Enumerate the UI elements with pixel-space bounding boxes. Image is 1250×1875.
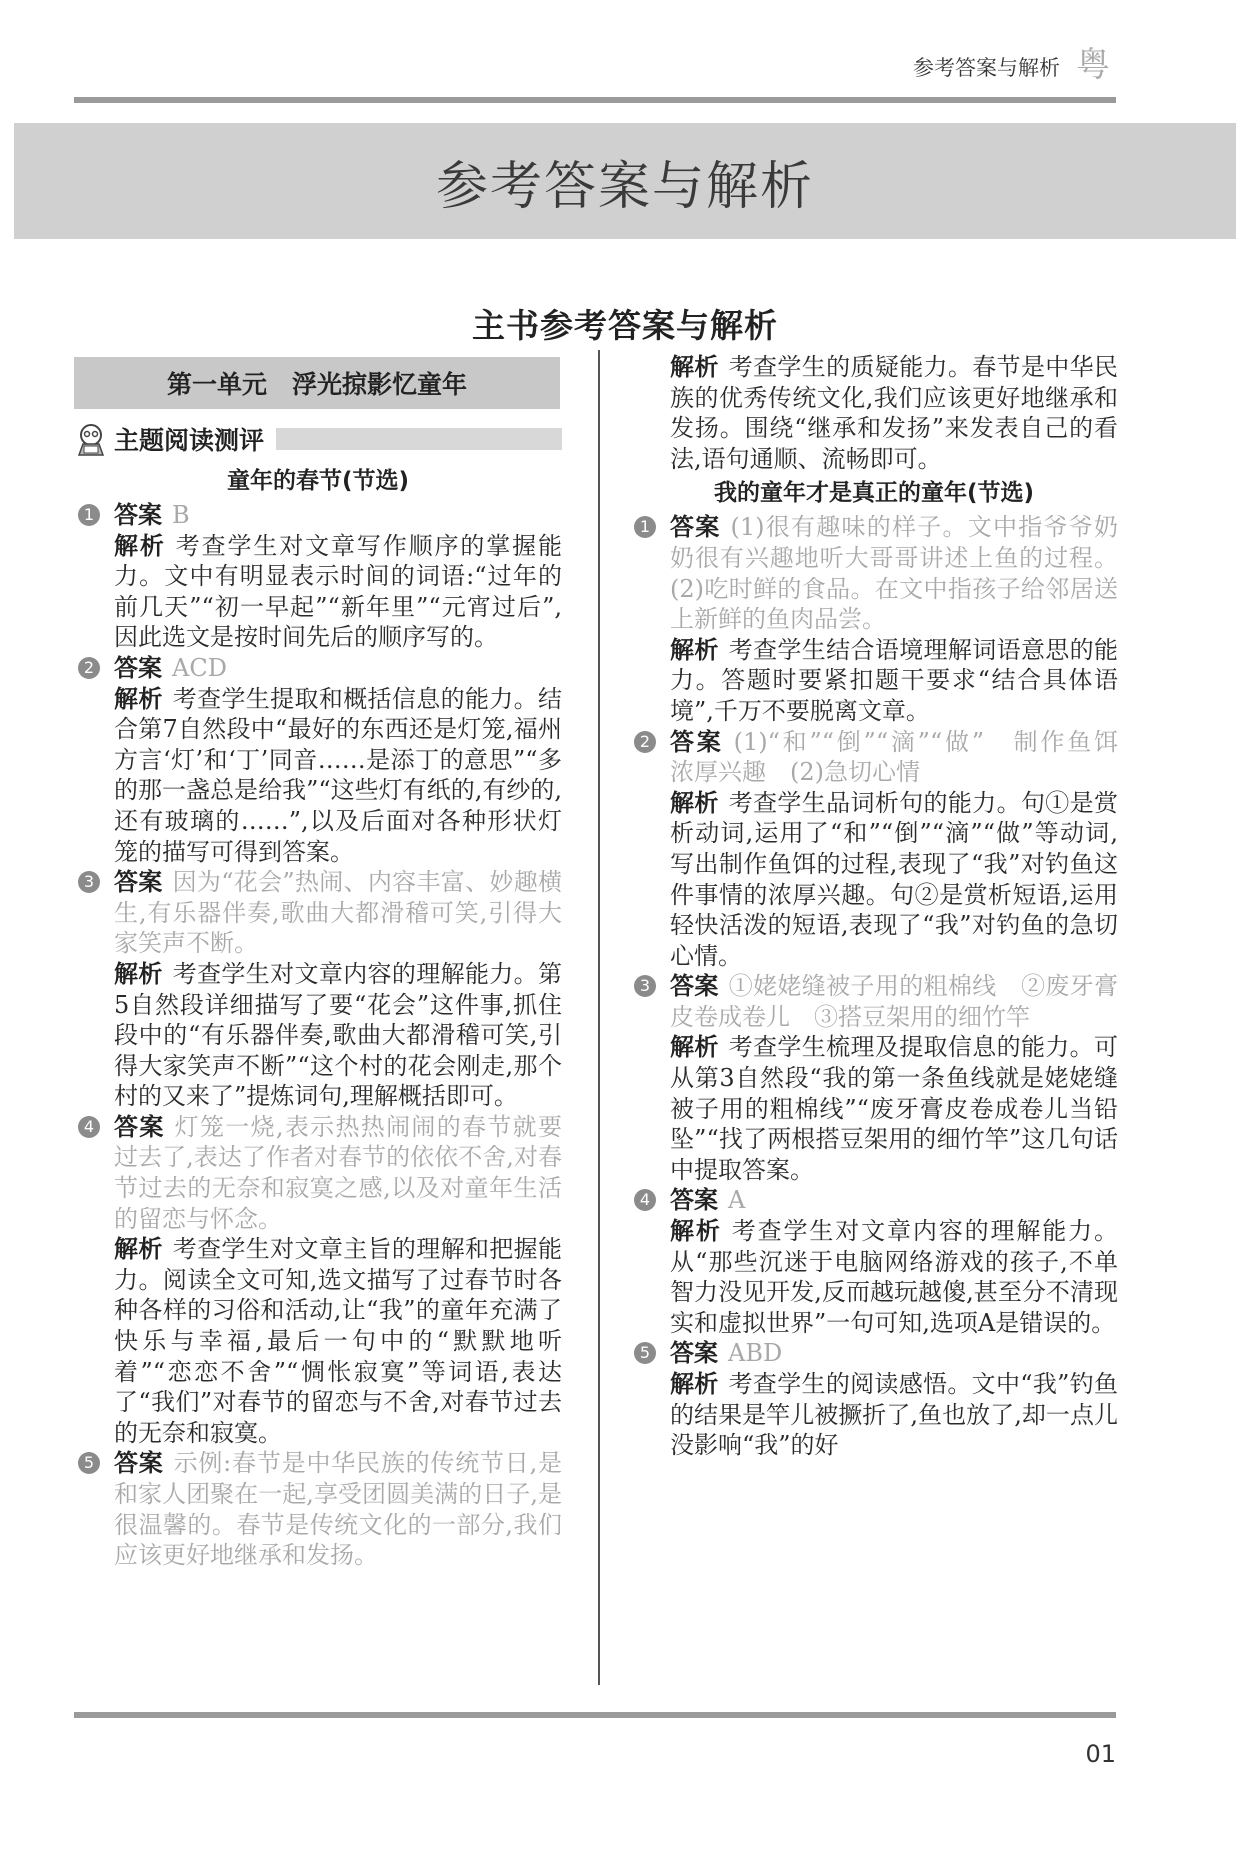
answer-text: (1)“和”“倒”“滴”“做” 制作鱼饵 浓厚兴趣 (2)急切心情 (670, 727, 1143, 787)
answer-text: 灯笼一烧,表示热热闹闹的春节就要过去了,表达了作者对春节的依依不舍,对春节过去的无奈和寂寞之感,以及对童年生活的留恋与怀念。 (114, 1112, 562, 1233)
question-item (630, 971, 1118, 1185)
analysis-text: 考查学生对文章内容的理解能力。从“那些沉迷于电脑网络游戏的孩子,不单智力没见开发,反而越玩越傻,甚至分不清现实和虚拟世界”一句可知,选项A是错误的。 (670, 1217, 1118, 1337)
answer-label: 答案 (670, 727, 724, 756)
article-title-left: 童年的春节(节选) (226, 468, 410, 494)
question-item (74, 867, 562, 1112)
analysis-label: 解析 (114, 1235, 163, 1264)
question-number: 2 (634, 731, 656, 753)
analysis-label: 解析 (114, 684, 163, 713)
analysis-label: 解析 (670, 1217, 722, 1246)
section-title: 主书参考答案与解析 (472, 306, 778, 345)
answer-text: ①姥姥缝被子用的粗棉线 ②废牙膏皮卷成卷儿 ③搭豆架用的细竹竿 (670, 972, 1119, 1031)
banner-title: 参考答案与解析 (435, 156, 814, 217)
answer-label: 答案 (114, 868, 163, 897)
analysis-label: 解析 (114, 531, 166, 560)
analysis-label: 解析 (114, 959, 163, 988)
answer-text: ACD (172, 653, 227, 682)
analysis-text: 考查学生品词析句的能力。句①是赏析动词,运用了“和”“倒”“滴”“做”等动词,写出制作鱼饵的过程,表现了“我”对钓鱼这件事情的浓厚兴趣。句②是赏析短语,运用轻快活泼的短语,表现了“我”对钓鱼的急切心情。 (670, 788, 1119, 970)
analysis-label: 解析 (670, 788, 719, 817)
answer-text: (1)很有趣味的样子。文中指爷爷奶奶很有兴趣地听大哥哥讲述上鱼的过程。(2)吃时鲜的食品。在文中指孩子给邻居送上新鲜的鱼肉品尝。 (670, 513, 1118, 634)
answer-label: 答案 (670, 1186, 718, 1215)
page-number: 01 (1085, 1740, 1116, 1768)
analysis-label: 解析 (670, 353, 719, 381)
question-number: 5 (634, 1342, 656, 1364)
theme-label: 主题阅读测评 (114, 426, 265, 455)
answer-label: 答案 (670, 1339, 718, 1368)
analysis-label: 解析 (670, 635, 719, 664)
analysis-label: 解析 (670, 1370, 719, 1398)
analysis-text: 考查学生的质疑能力。春节是中华民族的优秀传统文化,我们应该更好地继承和发扬。围绕“继承和发扬”来发表自己的看法,语句通顺、流畅即可。 (670, 353, 1119, 473)
left-column (74, 462, 562, 1571)
question-item (74, 1112, 562, 1449)
answer-text: 因为“花会”热闹、内容丰富、妙趣横生,有乐器伴奏,歌曲大都滑稽可笑,引得大家笑声不断。 (114, 868, 562, 958)
title-banner (14, 123, 1236, 239)
unit-title: 第一单元 浮光掠影忆童年 (74, 357, 560, 409)
analysis-text: 考查学生对文章主旨的理解和把握能力。阅读全文可知,选文描写了过春节时各种各样的习俗和活动,让“我”的童年充满了快乐与幸福,最后一句中的“默默地听着”“恋恋不舍”“惆怅寂寞”等词语,表达了“我们”对春节的留恋与不舍,对春节过去的无奈和寂寞。 (114, 1235, 563, 1447)
answer-text: ABD (728, 1339, 783, 1368)
question-item (630, 1185, 1118, 1338)
analysis-text: 考查学生梳理及提取信息的能力。可从第3自然段“我的第一条鱼线就是姥姥缝被子用的粗棉线”“废牙膏皮卷成卷儿当铅坠”“找了两根搭豆架用的细竹竿”这几句话中提取答案。 (670, 1033, 1119, 1184)
answer-text: A (728, 1186, 746, 1215)
theme-bar (276, 428, 562, 450)
answer-label: 答案 (670, 513, 721, 542)
answer-text: B (172, 501, 190, 529)
header-rule (74, 97, 1116, 103)
question-continuation (630, 352, 1118, 474)
running-header: 参考答案与解析 (913, 56, 1060, 80)
analysis-text: 考查学生的阅读感悟。文中“我”钓鱼的结果是竿儿被撅折了,鱼也放了,却一点儿没影响“我”的好 (670, 1370, 1118, 1460)
question-item (630, 727, 1143, 972)
question-number: 4 (634, 1189, 656, 1211)
question-number: 2 (78, 657, 100, 679)
question-item (74, 653, 562, 867)
column-divider (598, 350, 600, 1685)
answer-label: 答案 (114, 1449, 164, 1478)
analysis-text: 考查学生结合语境理解词语意思的能力。答题时要紧扣题干要求“结合具体语境”,千万不要脱离文章。 (670, 635, 1119, 725)
analysis-label: 解析 (670, 1033, 719, 1062)
right-column (630, 352, 1143, 1461)
question-number: 5 (78, 1452, 100, 1474)
question-number: 1 (78, 504, 100, 526)
question-item (74, 1448, 562, 1570)
article-title-right: 我的童年才是真正的童年(节选) (713, 480, 1035, 507)
answer-label: 答案 (114, 653, 162, 682)
question-number: 3 (78, 871, 100, 893)
answer-label: 答案 (114, 501, 162, 529)
answer-label: 答案 (670, 972, 719, 1001)
question-item (630, 512, 1118, 726)
question-item (630, 1338, 1118, 1460)
analysis-text: 考查学生对文章写作顺序的掌握能力。文中有明显表示时间的词语:“过年的前几天”“初一早起”“新年里”“元宵过后”,因此选文是按时间先后的顺序写的。 (114, 531, 562, 652)
theme-row (74, 422, 562, 456)
question-number: 4 (78, 1116, 100, 1138)
question-number: 1 (634, 516, 656, 538)
question-item (74, 500, 562, 653)
answer-text: 示例:春节是中华民族的传统节日,是和家人团聚在一起,享受团圆美满的日子,是很温馨的。春节是传统文化的一部分,我们应该更好地继承和发扬。 (114, 1449, 563, 1570)
analysis-text: 考查学生提取和概括信息的能力。结合第7自然段中“最好的东西还是灯笼,福州方言‘灯’和‘丁’同音……是添丁的意思”“多的那一盏总是给我”“这些灯有纸的,有纱的,还有玻璃的……”,以及后面对各种形状灯笼的描写可得到答案。 (114, 684, 563, 866)
province-mark: 粤 (1076, 45, 1110, 85)
footer-rule (74, 1712, 1116, 1718)
answer-label: 答案 (114, 1112, 165, 1141)
reader-icon (74, 422, 108, 456)
question-number: 3 (634, 975, 656, 997)
analysis-text: 考查学生对文章内容的理解能力。第5自然段详细描写了要“花会”这件事,抓住段中的“有乐器伴奏,歌曲大都滑稽可笑,引得大家笑声不断”“这个村的花会刚走,那个村的又来了”提炼词句,理解概括即可。 (114, 959, 563, 1111)
